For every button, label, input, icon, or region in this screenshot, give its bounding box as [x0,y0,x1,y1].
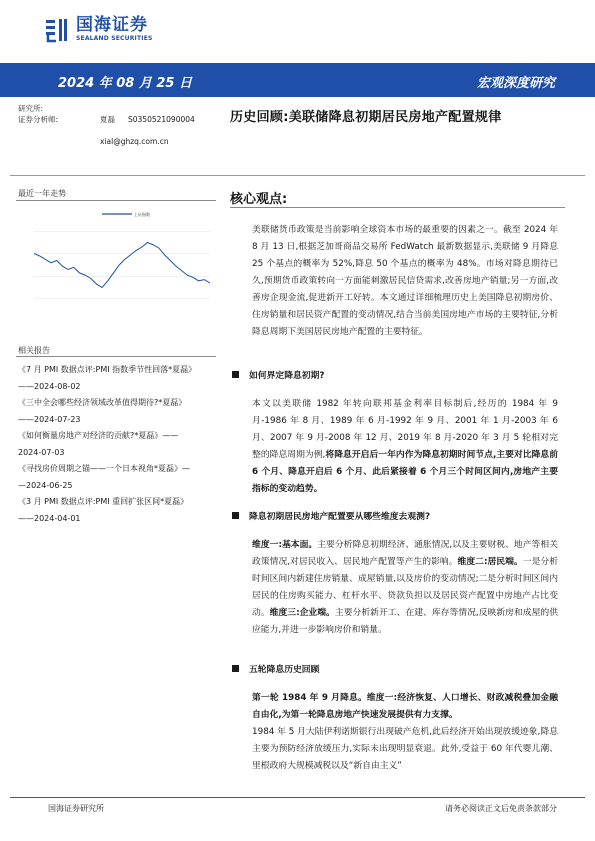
footer-divider [10,797,585,798]
round-1-emphasis: 第一轮 1984 年 9 月降息。维度一:经济恢复、人口增长、财政减税叠加金融自由化,为第一轮降息房地产快速发展提供有力支撑。 [252,693,558,720]
related-report-line: ——2024-08-02 [18,381,81,391]
report-title: 历史回顾:美联储降息初期居民房地产配置规律 [230,110,502,125]
logo-english-name: SEALAND SECURITIES [76,35,153,42]
square-bullet-icon [232,665,239,672]
section-heading-2 [232,509,430,522]
section-3-paragraph [252,690,558,775]
section-2-paragraph [252,537,558,639]
header-banner [0,63,595,97]
logo-chinese-name: 国海证券 [76,15,148,35]
series-line-shanghai-index [34,243,210,288]
chart-grid [34,231,210,299]
chart-legend [102,211,150,217]
chart-title-rule [16,200,216,201]
related-reports-title: 相关报告 [18,346,50,355]
section-1-paragraph [252,396,558,498]
report-date: 2024 年 08 月 25 日 [58,76,192,91]
header-divider [10,175,585,176]
footer-disclaimer: 请务必阅读正文后免责条款部分 [445,804,557,813]
related-report-line: ——2024-07-23 [18,414,81,424]
dimension-1-text: 主要分析降息初期经济、通胀情况,以及主要财税、地产等相关政策情况,对居民收入、居民地产配置等产生的影响。 [252,540,558,567]
dimension-2-text: 一是分析时间区间内新建住房销量、成屋销量,以及房价的变动情况;二是分析时间区间内居民的住房购买能力、杠杆水平、贷款负担以及居民资产配置中房地产占比变动。 [252,557,558,618]
section-title-2: 降息初期居民房地产配置要从哪些维度去观测? [249,512,431,522]
intro-paragraph: 美联储货币政策是当前影响全球资本市场的最重要的因素之一。截至 2024 年 8 月 13 日,根据芝加哥商品交易所 FedWatch 最新数据显示,美联储 9 月降息 25 个基点的概率为 52%,降息 50 个基点的概率为 48%。市场对降息期待已久,预期货币政策转向一方面能刺激居民信贷需求,改善房地产销量;另一方面,改善房企现金流,促进新开工好转。本文通过详细梳理历史上美国降息初期房价、住房销量和居民资产配置的变动情况,结合当前美国房地产市场的主要特征,分析降息周期下美国居民房地产配置的主要特征。 [252,225,558,337]
section-1-text: 本文以美联储 1982 年转向联邦基金利率目标制后,经历的 1984 年 9 月-1986 年 8 月、1989 年 6 月-1992 年 9 月、2001 年 1 月-2003 年 6 月、2007 年 9 月-2008 年 12 月、2019 年 8 月-2020 年 3 月 5 轮相对完整的降息周期为例, [252,399,558,460]
footer-institute: 国海证券研究所 [48,804,104,813]
related-report-line[interactable]: 《3 月 PMI 数据点评:PMI 重回扩张区间*夏磊》 [18,497,189,506]
core-views-heading: 核心观点: [230,192,288,207]
related-report-line[interactable]: 《7 月 PMI 数据点评:PMI 指数季节性回落*夏磊》 [18,365,197,374]
related-report-line: 2024-07-03 [18,447,65,457]
analyst-name: 夏磊 [100,115,115,124]
brand-logo [44,16,153,43]
core-views-rule [230,207,565,208]
analyst-info [18,103,195,146]
section-1-emphasis: 将降息开启后一年内作为降息初期时间节点,主要对比降息前 6 个月、降息开启后 6 个月、此后紧接着 6 个月三个时间区间内,房地产主要指标的变动趋势。 [252,450,559,494]
sealand-logo-icon [44,17,70,43]
analyst-role-label: 证券分析师: [18,115,59,124]
dimension-3-text: 主要分析新开工、在建、库存等情况,反映新房和成屋的供应能力,并进一步影响房价和销量。 [252,608,558,635]
related-report-line[interactable]: 《如何衡量房地产对经济的贡献?*夏磊》—— [18,431,179,440]
related-reports-rule [16,356,216,357]
square-bullet-icon [232,371,239,378]
section-heading-3 [232,662,319,675]
related-reports-list [18,362,216,527]
index-trend-chart [16,206,216,321]
section-title-3: 五轮降息历史回顾 [249,665,320,675]
dimension-2-label: 维度二:居民端。 [457,557,523,567]
dimension-1-label: 维度一:基本面。 [252,540,318,550]
square-bullet-icon [232,512,239,519]
institute-label: 研究所: [18,104,44,113]
section-title-1: 如何界定降息初期? [249,371,325,381]
section-heading-1 [232,368,324,381]
related-report-line[interactable]: 《三中全会哪些经济领域改革值得期待?*夏磊》 [18,398,187,407]
analyst-email[interactable]: xial@ghzq.com.cn [100,137,169,146]
dimension-3-label: 维度三:企业端。 [269,608,335,618]
related-report-line: —2024-06-25 [18,480,73,490]
legend-label: 上证指数 [134,212,150,217]
analyst-license: S0350521090004 [128,115,195,124]
report-type: 宏观深度研究 [476,76,555,91]
round-1-text: 1984 年 5 月大陆伊利诺斯银行出现破产危机,此后经济开始出现放缓迹象,降息主要为预防经济放缓压力,实际未出现明显衰退。此外,受益于 60 年代婴儿潮、里根政府大规模减税以及“新自由主义” [252,727,558,771]
chart-title: 最近一年走势 [18,189,66,198]
related-report-line[interactable]: 《寻找房价周期之锚——一个日本视角*夏磊》— [18,464,190,473]
related-report-line: ——2024-04-01 [18,513,81,523]
